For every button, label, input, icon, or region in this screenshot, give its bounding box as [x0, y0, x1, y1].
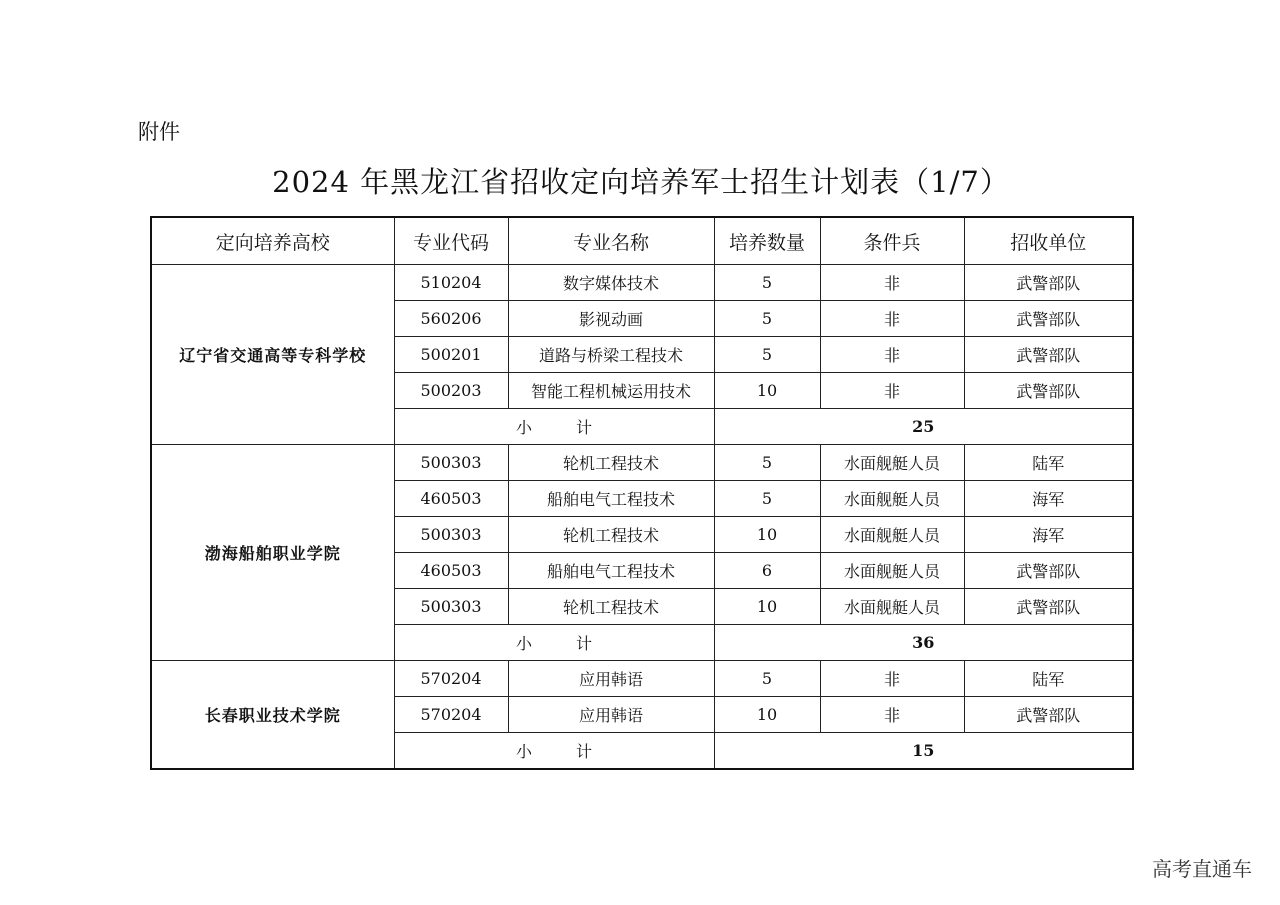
unit-cell: 武警部队	[964, 589, 1133, 625]
table-row	[151, 661, 1133, 697]
condition-cell: 非	[820, 697, 964, 733]
condition-cell: 非	[820, 265, 964, 301]
subtotal-value: 36	[714, 625, 1133, 661]
code-cell: 510204	[394, 265, 508, 301]
major-cell: 影视动画	[508, 301, 714, 337]
table-header-row	[151, 217, 1133, 265]
code-cell: 460503	[394, 481, 508, 517]
count-cell: 5	[714, 661, 820, 697]
subtotal-label	[394, 733, 714, 770]
column-header-unit: 招收单位	[964, 217, 1133, 265]
school-name-cell: 渤海船舶职业学院	[151, 445, 394, 661]
table-row	[151, 445, 1133, 481]
school-name-cell: 辽宁省交通高等专科学校	[151, 265, 394, 445]
condition-cell: 非	[820, 301, 964, 337]
major-cell: 船舶电气工程技术	[508, 553, 714, 589]
major-cell: 应用韩语	[508, 697, 714, 733]
condition-cell: 非	[820, 661, 964, 697]
code-cell: 500303	[394, 445, 508, 481]
condition-cell: 非	[820, 337, 964, 373]
subtotal-label-b: 计	[576, 742, 593, 761]
unit-cell: 陆军	[964, 445, 1133, 481]
count-cell: 5	[714, 481, 820, 517]
unit-cell: 武警部队	[964, 553, 1133, 589]
unit-cell: 武警部队	[964, 337, 1133, 373]
condition-cell: 非	[820, 373, 964, 409]
major-cell: 船舶电气工程技术	[508, 481, 714, 517]
count-cell: 10	[714, 373, 820, 409]
unit-cell: 海军	[964, 481, 1133, 517]
code-cell: 500303	[394, 517, 508, 553]
major-cell: 应用韩语	[508, 661, 714, 697]
subtotal-label-a: 小	[515, 418, 532, 437]
subtotal-value: 15	[714, 733, 1133, 770]
table-row	[151, 265, 1133, 301]
count-cell: 5	[714, 301, 820, 337]
unit-cell: 武警部队	[964, 697, 1133, 733]
subtotal-label	[394, 409, 714, 445]
major-cell: 智能工程机械运用技术	[508, 373, 714, 409]
code-cell: 560206	[394, 301, 508, 337]
count-cell: 10	[714, 589, 820, 625]
major-cell: 数字媒体技术	[508, 265, 714, 301]
condition-cell: 水面舰艇人员	[820, 517, 964, 553]
column-header-code: 专业代码	[394, 217, 508, 265]
code-cell: 500201	[394, 337, 508, 373]
enrollment-plan-table	[150, 216, 1134, 770]
unit-cell: 海军	[964, 517, 1133, 553]
major-cell: 轮机工程技术	[508, 517, 714, 553]
attachment-label: 附件	[138, 120, 180, 144]
subtotal-label-b: 计	[576, 418, 593, 437]
condition-cell: 水面舰艇人员	[820, 553, 964, 589]
column-header-condition: 条件兵	[820, 217, 964, 265]
count-cell: 5	[714, 445, 820, 481]
condition-cell: 水面舰艇人员	[820, 445, 964, 481]
count-cell: 5	[714, 337, 820, 373]
major-cell: 轮机工程技术	[508, 445, 714, 481]
count-cell: 6	[714, 553, 820, 589]
column-header-school: 定向培养高校	[151, 217, 394, 265]
count-cell: 10	[714, 517, 820, 553]
subtotal-label-b: 计	[576, 634, 593, 653]
subtotal-label-a: 小	[515, 742, 532, 761]
watermark: 高考直通车	[1152, 857, 1252, 881]
school-name-cell: 长春职业技术学院	[151, 661, 394, 770]
subtotal-value: 25	[714, 409, 1133, 445]
code-cell: 570204	[394, 661, 508, 697]
condition-cell: 水面舰艇人员	[820, 589, 964, 625]
unit-cell: 武警部队	[964, 373, 1133, 409]
unit-cell: 武警部队	[964, 265, 1133, 301]
subtotal-label	[394, 625, 714, 661]
column-header-count: 培养数量	[714, 217, 820, 265]
code-cell: 500303	[394, 589, 508, 625]
major-cell: 轮机工程技术	[508, 589, 714, 625]
count-cell: 5	[714, 265, 820, 301]
subtotal-label-a: 小	[515, 634, 532, 653]
table-body	[151, 265, 1133, 770]
column-header-major: 专业名称	[508, 217, 714, 265]
unit-cell: 武警部队	[964, 301, 1133, 337]
code-cell: 570204	[394, 697, 508, 733]
page-title: 2024 年黑龙江省招收定向培养军士招生计划表（1/7）	[272, 165, 1010, 199]
major-cell: 道路与桥梁工程技术	[508, 337, 714, 373]
count-cell: 10	[714, 697, 820, 733]
unit-cell: 陆军	[964, 661, 1133, 697]
code-cell: 500203	[394, 373, 508, 409]
condition-cell: 水面舰艇人员	[820, 481, 964, 517]
code-cell: 460503	[394, 553, 508, 589]
